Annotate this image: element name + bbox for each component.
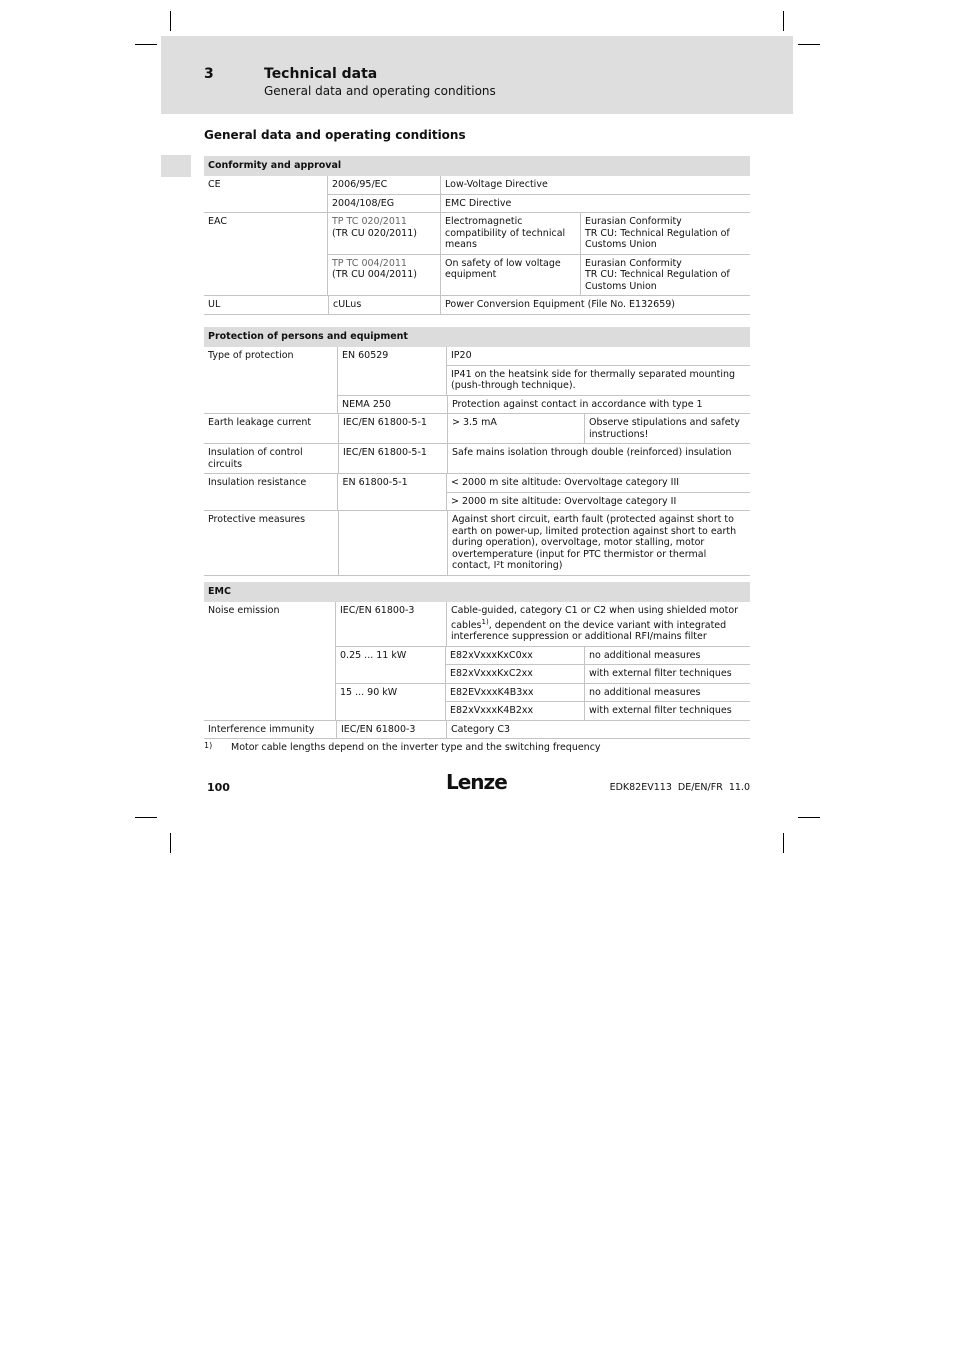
lenze-logo: Lenze bbox=[446, 770, 507, 794]
value-cell: Cable-guided, category C1 or C2 when using shielded motor cables$^{1)}$, dependent on the device variant with integrated interference suppression or additional RFI/mains filter bbox=[446, 602, 750, 646]
value-cell: Category C3 bbox=[446, 721, 750, 739]
row-label: Interference immunity bbox=[208, 723, 315, 735]
table-row bbox=[328, 176, 750, 195]
table-row bbox=[338, 396, 750, 414]
row-label: Protective measures bbox=[208, 514, 306, 525]
standard-cell: NEMA 250 bbox=[342, 398, 391, 410]
description-cell: On safety of low voltage equipment bbox=[440, 255, 580, 296]
chapter-title: Technical data bbox=[264, 66, 378, 82]
chapter-subtitle: General data and operating conditions bbox=[264, 84, 496, 98]
measure-cell: with external filter techniques bbox=[584, 702, 750, 720]
description-cell: Power Conversion Equipment (File No. E132659) bbox=[440, 296, 750, 314]
measure-cell: no additional measures bbox=[584, 684, 750, 702]
standard-cell: TP TC 020/2011 bbox=[332, 216, 407, 227]
table-row bbox=[328, 255, 750, 296]
crop-mark bbox=[135, 44, 157, 45]
row-label: CE bbox=[208, 179, 221, 190]
device-cell: E82xVxxxKxC2xx bbox=[450, 668, 533, 680]
table-heading: EMC bbox=[204, 582, 750, 602]
description-cell: Electromagnetic compatibility of technical means bbox=[440, 213, 580, 254]
section-heading: General data and operating conditions bbox=[204, 128, 466, 142]
page-number: 100 bbox=[207, 781, 230, 794]
table-row bbox=[204, 296, 750, 315]
table-row bbox=[204, 511, 750, 576]
footnote-text: Motor cable lengths depend on the inverter type and the switching frequency bbox=[231, 742, 601, 753]
table-row bbox=[328, 195, 750, 213]
crop-mark bbox=[798, 817, 820, 818]
crop-mark bbox=[783, 11, 784, 31]
table-row bbox=[204, 721, 750, 740]
description-cell: EMC Directive bbox=[440, 195, 750, 213]
value-cell: > 3.5 mA bbox=[447, 414, 584, 443]
table-row bbox=[338, 347, 750, 396]
standard-cell: TP TC 004/2011 bbox=[332, 257, 407, 269]
standard-cell: IEC/EN 61800-5-1 bbox=[338, 414, 447, 443]
value-cell: IP41 on the heatsink side for thermally separated mounting (push-through technique). bbox=[451, 368, 736, 391]
table-row bbox=[204, 213, 750, 296]
note-cell: Observe stipulations and safety instructions! bbox=[584, 414, 750, 443]
protection-table bbox=[204, 327, 750, 576]
row-label: Insulation resistance bbox=[208, 477, 307, 488]
standard-cell: 2004/108/EG bbox=[332, 197, 395, 209]
value-cell: < 2000 m site altitude: Overvoltage category III bbox=[451, 477, 680, 488]
crop-mark bbox=[170, 833, 171, 853]
side-tab bbox=[161, 155, 191, 177]
value-cell: Protection against contact in accordance with type 1 bbox=[447, 396, 750, 414]
description-cell: Low-Voltage Directive bbox=[440, 176, 750, 194]
range-cell: 15 ... 90 kW bbox=[340, 686, 398, 698]
device-cell: E82xVxxxKxC0xx bbox=[450, 649, 533, 661]
value-cell: Safe mains isolation through double (reinforced) insulation bbox=[447, 444, 750, 473]
standard-cell: IEC/EN 61800-5-1 bbox=[338, 444, 447, 473]
row-label: Earth leakage current bbox=[208, 417, 312, 428]
table-row bbox=[336, 647, 750, 684]
standard-cell: IEC/EN 61800-3 bbox=[340, 605, 415, 616]
standard-cell: (TR CU 020/2011) bbox=[332, 227, 417, 239]
table-row bbox=[336, 684, 750, 720]
footnote-mark: 1) bbox=[204, 741, 213, 750]
table-row bbox=[204, 602, 750, 721]
measure-cell: no additional measures bbox=[584, 647, 750, 665]
row-label: Noise emission bbox=[208, 605, 280, 616]
table-row bbox=[204, 444, 750, 474]
table-row bbox=[204, 347, 750, 414]
conformity-table bbox=[204, 156, 750, 315]
value-cell: IP20 bbox=[451, 350, 472, 361]
table-row bbox=[336, 602, 750, 647]
standard-cell: EN 61800-5-1 bbox=[337, 474, 446, 510]
value-cell: Against short circuit, earth fault (protected against short to earth on power-up, limited protection against short to earth during operation), overvoltage, motor stalling, motor overtemperature (input for PTC thermistor or thermal contact, I²t monitoring) bbox=[447, 511, 750, 575]
document-id: EDK82EV113 DE/EN/FR 11.0 bbox=[609, 782, 750, 793]
chapter-number: 3 bbox=[204, 66, 214, 82]
table-row bbox=[204, 474, 750, 511]
measure-cell: with external filter techniques bbox=[584, 665, 750, 683]
table-heading: Protection of persons and equipment bbox=[204, 327, 750, 347]
standard-cell: IEC/EN 61800-3 bbox=[336, 721, 446, 739]
row-label: UL bbox=[208, 299, 221, 310]
row-label: Insulation of control circuits bbox=[208, 447, 303, 470]
table-row bbox=[328, 213, 750, 255]
standard-cell: cULus bbox=[328, 296, 440, 314]
row-label: EAC bbox=[208, 216, 227, 227]
crop-mark bbox=[783, 833, 784, 853]
table-row bbox=[204, 414, 750, 444]
crop-mark bbox=[798, 44, 820, 45]
standard-cell bbox=[338, 511, 447, 575]
standard-cell: (TR CU 004/2011) bbox=[332, 269, 417, 280]
device-cell: E82xVxxxK4B2xx bbox=[450, 705, 534, 717]
range-cell: 0.25 ... 11 kW bbox=[340, 649, 407, 661]
standard-cell: EN 60529 bbox=[342, 350, 389, 361]
crop-mark bbox=[170, 11, 171, 31]
note-cell: Eurasian Conformity TR CU: Technical Regulation of Customs Union bbox=[580, 213, 750, 254]
row-label: Type of protection bbox=[208, 350, 294, 361]
table-row bbox=[204, 176, 750, 213]
emc-table bbox=[204, 582, 750, 739]
header-band bbox=[161, 36, 793, 114]
note-cell: Eurasian Conformity TR CU: Technical Regulation of Customs Union bbox=[580, 255, 750, 296]
value-cell: > 2000 m site altitude: Overvoltage category II bbox=[451, 495, 677, 507]
device-cell: E82EVxxxK4B3xx bbox=[450, 686, 534, 698]
crop-mark bbox=[135, 817, 157, 818]
standard-cell: 2006/95/EC bbox=[332, 179, 388, 190]
table-heading: Conformity and approval bbox=[204, 156, 750, 176]
